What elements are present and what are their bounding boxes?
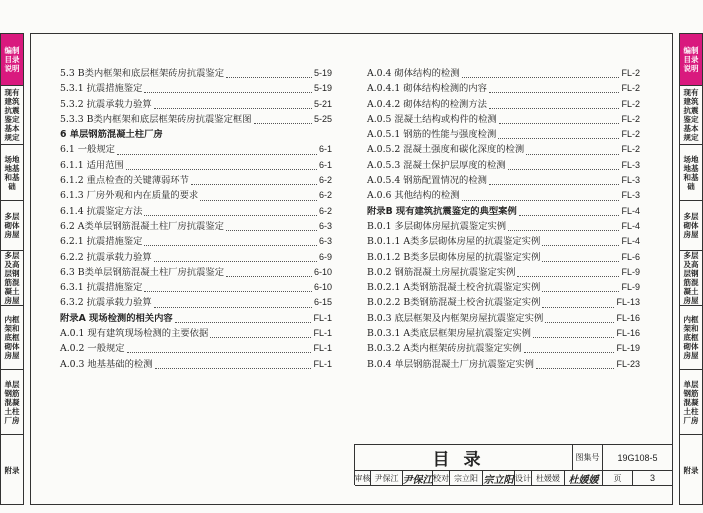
title-block: [354, 444, 673, 485]
toc-entry-label: 6.1.4 抗震鉴定方法: [60, 205, 143, 217]
toc-entry-label: B.0.3.2 A类内框架砖房抗震鉴定实例: [367, 343, 522, 355]
toc-entry-label: 附录B 现有建筑抗震鉴定的典型案例: [367, 205, 517, 217]
side-tab-right[interactable]: [680, 370, 702, 435]
toc-leader-dots: [533, 329, 615, 338]
toc-entry[interactable]: [367, 357, 640, 372]
toc-leader-dots: [489, 100, 620, 109]
toc-leader-dots: [542, 237, 619, 246]
toc-entry[interactable]: [367, 158, 640, 173]
toc-leader-dots: [155, 360, 312, 369]
toc-entry[interactable]: [367, 112, 640, 127]
toc-entry[interactable]: [367, 219, 640, 234]
toc-entry[interactable]: [60, 295, 332, 310]
toc-entry-page: 6-2: [318, 190, 332, 201]
toc-entry[interactable]: [367, 311, 640, 326]
toc-leader-dots: [144, 84, 312, 93]
side-tab-label: 编制目录说明: [683, 46, 699, 73]
toc-entry-page: 6-2: [318, 175, 332, 186]
toc-entry-page: 6-1: [318, 159, 332, 170]
toc-leader-dots: [536, 360, 615, 369]
side-tabs-right: [679, 33, 703, 505]
toc-entry[interactable]: [367, 173, 640, 188]
toc-leader-dots: [226, 222, 317, 231]
side-tab-right[interactable]: [680, 201, 702, 251]
toc-entry[interactable]: [60, 112, 332, 127]
toc-leader-dots: [165, 131, 330, 139]
side-tab-left[interactable]: [1, 145, 23, 201]
toc-entry-page: FL-23: [616, 358, 640, 369]
toc-entry-label: 6.2 A类单层钢筋混凝土柱厂房抗震鉴定: [60, 220, 224, 232]
toc-leader-dots: [144, 237, 317, 246]
toc-entry-page: FL-3: [621, 175, 640, 186]
toc-entry[interactable]: [60, 250, 332, 265]
toc-entry-label: B.0.1.1 A类多层砌体房屋的抗震鉴定实例: [367, 236, 541, 248]
side-tab-label: 现有建筑抗震鉴定基本规定: [4, 88, 20, 142]
toc-leader-dots: [200, 192, 317, 201]
side-tab-label: 附录: [683, 466, 699, 475]
toc-entry-page: FL-2: [621, 83, 640, 94]
toc-entry[interactable]: [60, 265, 332, 280]
toc-entry[interactable]: [367, 341, 640, 356]
side-tab-right[interactable]: [680, 435, 702, 506]
toc-entry-label: B.0.1.2 B类多层砌体房屋的抗震鉴定实例: [367, 251, 541, 263]
toc-leader-dots: [508, 161, 620, 170]
toc-entry-label: A.0.4.1 砌体结构检测的内容: [367, 83, 487, 95]
toc-entry-label: 5.3.3 B类内框架和底层框架砖房抗震鉴定框图: [60, 113, 252, 125]
toc-entry-label: A.0.6 其他结构的检测: [367, 190, 460, 202]
toc-entry-page: FL-1: [313, 358, 332, 369]
toc-entry-label: 附录A 现场检测的相关内容: [60, 312, 173, 324]
toc-entry-page: FL-13: [616, 297, 640, 308]
toc-entry-page: 5-19: [313, 83, 332, 94]
page-number: 3: [633, 471, 673, 486]
toc-entry-label: 6.1.1 适用范围: [60, 159, 124, 171]
side-tab-label: 场地地基和基础: [4, 154, 20, 191]
toc-entry[interactable]: [60, 357, 332, 372]
toc-entry[interactable]: [367, 250, 640, 265]
toc-entry-page: FL-2: [621, 68, 640, 78]
toc-entry-page: 5-21: [313, 98, 332, 109]
toc-entry-label: A.0.3 地基基础的检测: [60, 358, 153, 370]
side-tab-left[interactable]: [1, 306, 23, 370]
reviewer-signature: 尹保江: [403, 471, 433, 486]
toc-entry-page: 6-10: [313, 282, 332, 293]
toc-entry[interactable]: [367, 234, 640, 249]
toc-entry-label: 5.3 B类内框架和底层框架砖房抗震鉴定: [60, 68, 225, 79]
toc-entry-label: 6.2.1 抗震措施鉴定: [60, 236, 143, 248]
side-tab-label: 单层钢筋混凝土柱厂房: [683, 379, 699, 425]
toc-entry-page: 6-3: [318, 236, 332, 247]
toc-entry[interactable]: [60, 158, 332, 173]
toc-entry-page: FL-2: [621, 113, 640, 124]
toc-entry-page: 6-3: [318, 220, 332, 231]
toc-entry-label: 6.2.2 抗震承载力验算: [60, 251, 152, 263]
side-tab-label: 多层砌体房屋: [4, 212, 20, 239]
toc-leader-dots: [517, 268, 619, 277]
toc-entry-page: 6-1: [318, 144, 332, 155]
toc-entry-label: 5.3.1 抗震措施鉴定: [60, 83, 143, 95]
toc-entry-page: FL-6: [621, 251, 640, 262]
toc-entry-label: A.0.5.1 钢筋的性能与强度检测: [367, 129, 497, 141]
toc-entry-page: FL-4: [621, 205, 640, 216]
toc-column-left: [60, 66, 332, 372]
toc-entry-label: A.0.5 混凝土结构或构件的检测: [367, 113, 497, 125]
toc-leader-dots: [144, 283, 312, 292]
toc-entry[interactable]: [367, 326, 640, 341]
side-tab-right[interactable]: [680, 251, 702, 306]
toc-entry-page: FL-2: [621, 98, 640, 109]
toc-entry-label: B.0.2 钢筋混凝土房屋抗震鉴定实例: [367, 266, 516, 278]
toc-leader-dots: [462, 69, 620, 78]
sheet-title: 目录: [355, 445, 573, 471]
side-tab-label: 编制目录说明: [4, 46, 20, 73]
toc-entry-page: 5-19: [313, 68, 332, 78]
toc-entry-page: FL-2: [621, 144, 640, 155]
toc-entry-label: A.0.2 一般规定: [60, 343, 125, 355]
toc-leader-dots: [498, 130, 619, 139]
toc-entry-label: B.0.4 单层钢筋混凝土厂房抗震鉴定实例: [367, 358, 534, 370]
toc-leader-dots: [210, 329, 311, 338]
toc-leader-dots: [542, 283, 619, 292]
check-label: 校对: [433, 471, 450, 486]
toc-entry-label: A.0.5.2 混凝土强度和碳化深度的检测: [367, 144, 525, 156]
toc-leader-dots: [519, 207, 620, 216]
toc-leader-dots: [254, 115, 312, 124]
toc-entry-label: 6.3.1 抗震措施鉴定: [60, 282, 143, 294]
toc-entry-label: 6.1.3 厂房外观和内在质量的要求: [60, 190, 199, 202]
toc-leader-dots: [117, 146, 317, 155]
toc-leader-dots: [499, 115, 620, 124]
atlas-no: 19G108-5: [603, 445, 673, 471]
toc-leader-dots: [191, 176, 317, 185]
toc-column-right: [367, 66, 640, 372]
toc-leader-dots: [545, 314, 614, 323]
toc-leader-dots: [508, 222, 619, 231]
toc-leader-dots: [226, 268, 312, 277]
reviewer-name: 尹保江: [371, 471, 403, 486]
side-tab-label: 内框架和底框砌体房屋: [4, 315, 20, 360]
toc-entry-page: 5-25: [313, 113, 332, 124]
toc-entry-label: 6.3.2 抗震承载力验算: [60, 297, 152, 309]
side-tab-right[interactable]: [680, 306, 702, 370]
toc-entry-label: B.0.3.1 A类底层框架房屋抗震鉴定实例: [367, 328, 531, 340]
toc-entry-label: A.0.5.3 混凝土保护层厚度的检测: [367, 159, 506, 171]
toc-entry[interactable]: [60, 142, 332, 157]
toc-entry[interactable]: [367, 127, 640, 142]
toc-entry-page: FL-3: [621, 159, 640, 170]
toc-entry-label: 5.3.2 抗震承载力验算: [60, 98, 152, 110]
toc-entry-label: A.0.4 砌体结构的检测: [367, 68, 460, 79]
toc-leader-dots: [175, 314, 312, 323]
toc-entry-label: A.0.1 现有建筑现场检测的主要依据: [60, 328, 209, 340]
toc-entry[interactable]: [367, 66, 640, 81]
toc-entry-label: 6 单层钢筋混凝土柱厂房: [60, 129, 163, 141]
toc-entry[interactable]: [367, 142, 640, 157]
toc-entry[interactable]: [367, 204, 640, 219]
toc-entry-page: 6-15: [313, 297, 332, 308]
toc-entry-page: FL-1: [313, 328, 332, 339]
side-tab-right[interactable]: [680, 34, 702, 86]
side-tab-left[interactable]: [1, 201, 23, 251]
toc-entry-label: B.0.3 底层框架及内框架房屋抗震鉴定实例: [367, 312, 544, 324]
toc-entry-page: FL-19: [616, 343, 640, 354]
side-tabs-left: [0, 33, 24, 505]
toc-entry[interactable]: [367, 265, 640, 280]
side-tab-label: 单层钢筋混凝土柱厂房: [4, 379, 20, 425]
toc-entry-label: B.0.2.2 B类钢筋混凝土校舍抗震鉴定实例: [367, 297, 541, 309]
toc-entry-page: FL-3: [621, 190, 640, 201]
side-tab-left[interactable]: [1, 435, 23, 506]
toc-leader-dots: [462, 192, 620, 201]
toc-leader-dots: [542, 299, 614, 308]
toc-entry-label: B.0.1 多层砌体房屋抗震鉴定实例: [367, 220, 507, 232]
toc-entry[interactable]: [60, 204, 332, 219]
toc-entry[interactable]: [60, 66, 332, 81]
toc-leader-dots: [489, 84, 620, 93]
toc-entry[interactable]: [60, 127, 332, 142]
toc-entry[interactable]: [367, 295, 640, 310]
toc-entry[interactable]: [60, 97, 332, 112]
toc-entry[interactable]: [367, 97, 640, 112]
toc-entry-label: 6.3 B类单层钢筋混凝土柱厂房抗震鉴定: [60, 266, 225, 278]
toc-entry[interactable]: [60, 326, 332, 341]
toc-leader-dots: [154, 253, 317, 262]
toc-leader-dots: [144, 207, 317, 216]
toc-entry-page: FL-1: [313, 343, 332, 354]
toc-entry-page: FL-1: [313, 312, 332, 323]
toc-entry-page: FL-16: [616, 328, 640, 339]
toc-entry-page: 6-10: [313, 266, 332, 277]
side-tab-label: 场地地基和基础: [683, 154, 699, 191]
side-tab-left[interactable]: [1, 34, 23, 86]
toc-entry[interactable]: [367, 81, 640, 96]
toc-entry-label: B.0.2.1 A类钢筋混凝土校舍抗震鉴定实例: [367, 282, 541, 294]
toc-leader-dots: [489, 176, 620, 185]
designer-signature: 杜媛媛: [565, 471, 603, 486]
toc-entry[interactable]: [60, 234, 332, 249]
designer-name: 杜媛媛: [532, 471, 565, 486]
toc-entry-page: FL-9: [621, 266, 640, 277]
toc-entry[interactable]: [60, 280, 332, 295]
side-tab-left[interactable]: [1, 251, 23, 306]
checker-name: 宗立阳: [450, 471, 483, 486]
side-tab-label: 现有建筑抗震鉴定基本规定: [683, 88, 699, 142]
toc-entry-page: 6-9: [318, 251, 332, 262]
toc-entry-label: 6.1 一般规定: [60, 144, 115, 156]
side-tab-right[interactable]: [680, 86, 702, 145]
toc-leader-dots: [126, 161, 317, 170]
side-tab-label: 内框架和底框砌体房屋: [683, 315, 699, 360]
toc-entry-page: FL-16: [616, 312, 640, 323]
checker-signature: 宗立阳: [483, 471, 515, 486]
atlas-no-label: 图集号: [573, 445, 603, 471]
toc-entry[interactable]: [60, 341, 332, 356]
toc-entry-label: A.0.5.4 钢筋配置情况的检测: [367, 175, 487, 187]
side-tab-label: 多层及高层钢筋混凝土房屋: [683, 251, 699, 305]
toc-leader-dots: [154, 299, 312, 308]
review-label: 审核: [355, 471, 371, 486]
toc-entry[interactable]: [60, 311, 332, 326]
page-label: 页: [603, 471, 633, 486]
toc-entry-page: FL-2: [621, 129, 640, 140]
toc-entry[interactable]: [60, 173, 332, 188]
side-tab-label: 多层及高层钢筋混凝土房屋: [4, 251, 20, 305]
toc-entry-label: A.0.4.2 砌体结构的检测方法: [367, 98, 487, 110]
toc-entry[interactable]: [60, 188, 332, 203]
toc-leader-dots: [524, 344, 615, 353]
toc-leader-dots: [542, 253, 619, 262]
toc-entry-label: 6.1.2 重点检查的关键薄弱环节: [60, 175, 189, 187]
toc-entry-page: 6-2: [318, 205, 332, 216]
toc-leader-dots: [526, 146, 619, 155]
toc-entry[interactable]: [367, 188, 640, 203]
toc-entry[interactable]: [60, 219, 332, 234]
side-tab-left[interactable]: [1, 370, 23, 435]
side-tab-label: 附录: [4, 466, 20, 475]
toc-leader-dots: [226, 69, 312, 78]
toc-entry-page: FL-9: [621, 282, 640, 293]
toc-entry[interactable]: [367, 280, 640, 295]
toc-entry[interactable]: [60, 81, 332, 96]
toc-leader-dots: [127, 344, 312, 353]
toc-leader-dots: [154, 100, 312, 109]
toc-entry-page: FL-4: [621, 220, 640, 231]
toc-entry-page: FL-4: [621, 236, 640, 247]
side-tab-label: 多层砌体房屋: [683, 212, 699, 239]
side-tab-right[interactable]: [680, 145, 702, 201]
side-tab-left[interactable]: [1, 86, 23, 145]
design-label: 设计: [515, 471, 532, 486]
